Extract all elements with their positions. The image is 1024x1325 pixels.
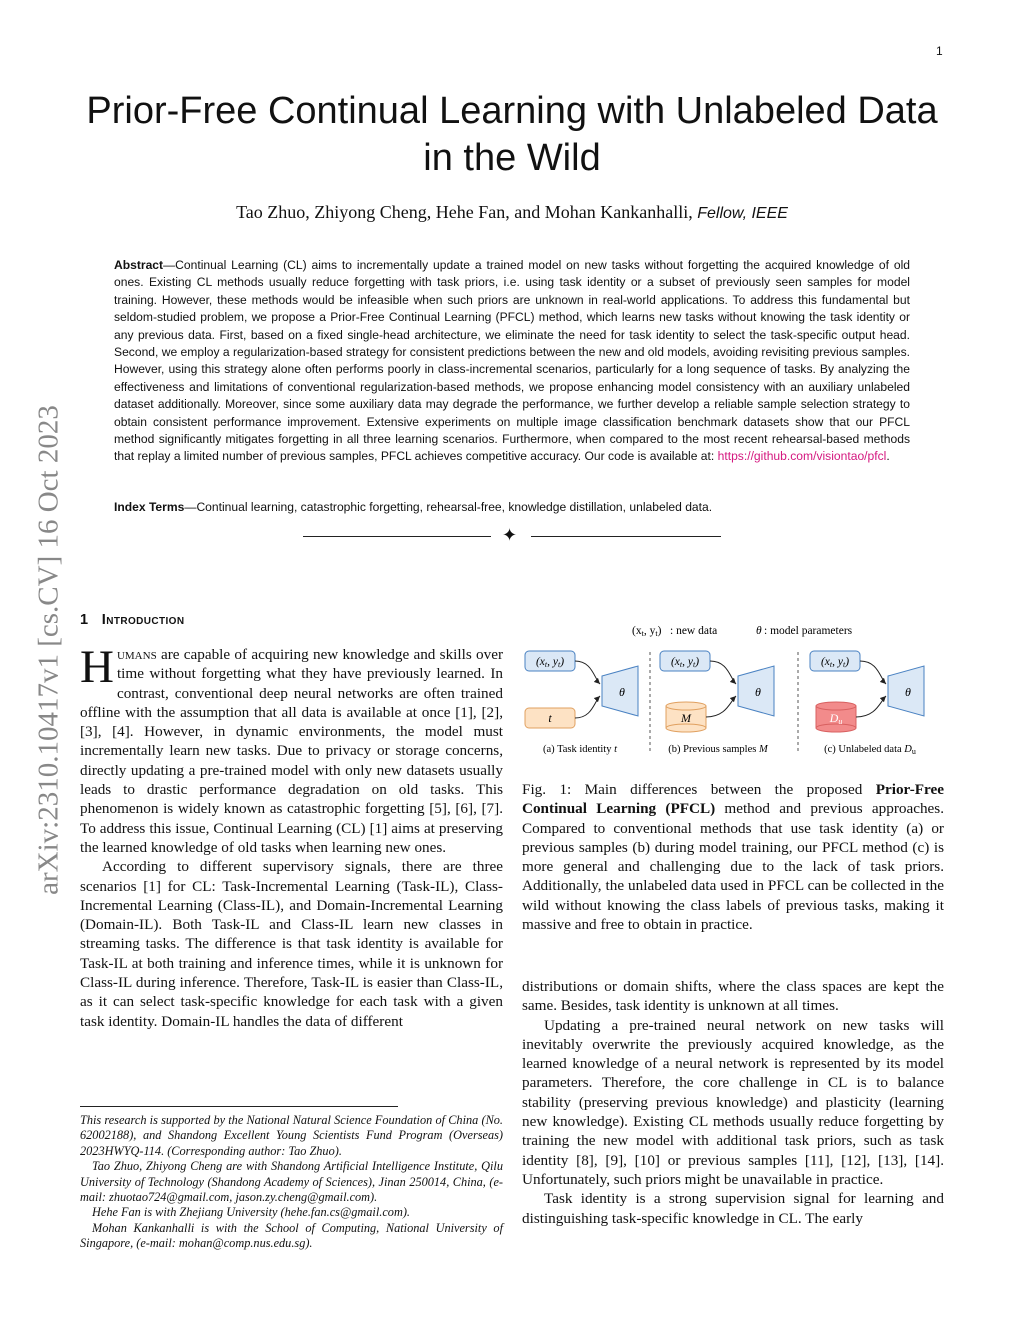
caption-c: (c) Unlabeled data Du bbox=[824, 744, 916, 756]
arxiv-stamp bbox=[24, 350, 74, 950]
arxiv-id: arXiv:2310.10417v1 [cs.CV] 16 Oct 2023 bbox=[32, 405, 65, 895]
index-terms-label: Index Terms bbox=[114, 500, 185, 514]
diamond-icon: ✦ bbox=[502, 525, 518, 546]
task-id-label: t bbox=[548, 711, 552, 725]
drop-cap: H bbox=[80, 641, 114, 693]
page-number: 1 bbox=[936, 44, 943, 58]
footnotes bbox=[80, 1113, 503, 1252]
separator-left bbox=[303, 536, 491, 537]
separator-right bbox=[531, 536, 721, 537]
arrow-a2 bbox=[575, 696, 600, 718]
memory-cylinder-top bbox=[666, 702, 706, 710]
legend-xy: (xt, yt) bbox=[632, 625, 662, 638]
abstract-label: Abstract bbox=[114, 258, 164, 272]
panel-c bbox=[810, 651, 924, 756]
figure-1 bbox=[520, 618, 950, 768]
right-column bbox=[522, 977, 944, 1228]
index-terms-text: —Continual learning, catastrophic forgetting, rehearsal-free, knowledge distillation, unlabeled data. bbox=[184, 500, 713, 514]
caption-bold: Prior-Free Continual Learning (PFCL) bbox=[522, 781, 944, 818]
abstract bbox=[114, 257, 910, 466]
legend-model-parameters: : model parameters bbox=[764, 625, 853, 637]
intro-paragraph-1 bbox=[80, 641, 503, 857]
arrow-a1 bbox=[575, 661, 600, 684]
xy-label-a: (xt, yt) bbox=[535, 656, 565, 669]
intro-text-1: are capable of acquiring new knowledge and skills over time without forgetting what they have previously learned. In contrast, conventional deep neural networks are often trained offline with the assumption that all data is available at once [1], [2], [3], [4]. However, in dynamic environments, the model must incrementally learn new tasks. Due to privacy or storage concerns, directly updating a pre-trained model with only new datasets usually leads to drastic performance degradation on old tasks. This phenomenon is widely known as catastrophic forgetting [5], [6], [7]. To address this issue, Continual Learning (CL) [1] aims at preserving the learned knowledge of old tasks when learning new ones. bbox=[80, 646, 503, 856]
legend-theta: θ bbox=[756, 625, 762, 637]
legend-new-data: : new data bbox=[670, 625, 718, 637]
section-title: Introduction bbox=[101, 612, 185, 628]
footnote-affiliation-2: Hehe Fan is with Zhejiang University (hehe.fan.cs@gmail.com). bbox=[92, 1205, 410, 1220]
footnote-affiliation-3: Mohan Kankanhalli is with the School of Computing, National University of Singapore, (e-mail: mohan@comp.nus.edu.sg). bbox=[80, 1220, 503, 1251]
author-line bbox=[80, 202, 944, 223]
footnote-rule bbox=[80, 1106, 398, 1107]
unlabeled-label: Du bbox=[829, 711, 843, 726]
caption-a: (a) Task identity t bbox=[542, 744, 618, 755]
panel-b bbox=[660, 651, 774, 755]
arrow-c2 bbox=[856, 696, 886, 717]
theta-a: θ bbox=[619, 685, 625, 699]
theta-b: θ bbox=[755, 685, 761, 699]
xy-label-c: (xt, yt) bbox=[820, 656, 850, 669]
section-number: 1 bbox=[80, 612, 89, 628]
footnote-affiliation-1: Tao Zhuo, Zhiyong Cheng are with Shandong Artificial Intelligence Institute, Qilu University of Technology (Shandong Academy of Sciences), Jinan 250014, China, (e-mail: zhuotao724@gmail.com, jason.zy.cheng@gmail.com). bbox=[80, 1159, 503, 1205]
panel-a bbox=[525, 651, 638, 755]
abstract-end: . bbox=[886, 449, 890, 464]
unlabeled-cylinder-top bbox=[816, 702, 856, 710]
paper-title: Prior-Free Continual Learning with Unlabeled Data in the Wild bbox=[86, 90, 938, 179]
left-column bbox=[80, 641, 503, 1031]
caption-b: (b) Previous samples M bbox=[668, 744, 768, 755]
footnote-funding: This research is supported by the National Natural Science Foundation of China (No. 62002188), and Shandong Excellent Young Scientists Fund Program (Overseas) 2023HWYQ-114. (Corresponding author: Tao Zhuo). bbox=[80, 1113, 503, 1158]
section-heading bbox=[80, 612, 184, 628]
xy-label-b: (xt, yt) bbox=[670, 656, 700, 669]
intro-lead: umans bbox=[116, 646, 157, 663]
index-terms bbox=[114, 500, 910, 514]
theta-c: θ bbox=[905, 685, 911, 699]
right-paragraph-1: distributions or domain shifts, where the class spaces are kept the same. Besides, task identity is unknown at all times. bbox=[522, 978, 944, 1015]
right-paragraph-3: Task identity is a strong supervision signal for learning and distinguishing task-specific knowledge in CL. The early bbox=[522, 1190, 944, 1227]
memory-cylinder-bottom bbox=[666, 724, 706, 732]
abstract-text: —Continual Learning (CL) aims to incrementally update a trained model on new tasks without forgetting the acquired knowledge of old ones. Existing CL methods usually reduce forgetting with task priors, i.e. using task identity or a subset of previously seen samples for model training. However, these methods would be infeasible when such priors are unknown in real-world applications. To address this fundamental but seldom-studied problem, we propose a Prior-Free Continual Learning (PFCL) method, which learns new tasks without knowing the task identity or any previous data. First, based on a fixed single-head architecture, we eliminate the need for task identity to select the task-specific output head. Second, we employ a regularization-based strategy for consistent predictions between the new and old models, avoiding revisiting previous samples. However, using this strategy alone often performs poorly in class-incremental scenarios, particularly for a long sequence of tasks. By analyzing the effectiveness and limitations of conventional regularization-based methods, we propose enhancing model consistency with an auxiliary unlabeled dataset additionally. Moreover, since some auxiliary data may degrade the performance, we further develop a reliable sample selection strategy to obtain consistent performance improvement. Extensive experiments on multiple image classification benchmark datasets show that our PFCL method significantly mitigates forgetting in all three learning scenarios. Furthermore, when compared to the most recent rehearsal-based methods that replay a limited number of previous samples, PFCL achieves competitive accuracy. Our code is available at: bbox=[114, 258, 910, 464]
authors: Tao Zhuo, Zhiyong Cheng, Hehe Fan, and Mohan Kankanhalli, bbox=[236, 202, 693, 222]
memory-label: M bbox=[681, 711, 691, 725]
arrow-b2 bbox=[706, 696, 736, 717]
author-fellow: Fellow, IEEE bbox=[697, 205, 788, 222]
caption-prefix: Fig. 1: Main differences between the proposed bbox=[522, 781, 876, 798]
arrow-b1 bbox=[710, 661, 736, 684]
unlabeled-cylinder-bottom bbox=[816, 724, 856, 732]
intro-paragraph-2: According to different supervisory signals, there are three scenarios [1] for CL: Task-Incremental Learning (Task-IL), Class-Incremental Learning (Class-IL), and Domain-Incremental Learning (Domain-IL). Both Task-IL and Class-IL learn new classes in streaming tasks. The difference is that task identity is available for Task-IL at both training and inference times, while it is unknown for Class-IL during inference. Therefore, Task-IL is easier than Class-IL, as it can select task-specific knowledge for each task with a given task identity. Domain-IL handles the data of different bbox=[80, 858, 503, 1030]
right-paragraph-2: Updating a pre-trained neural network on new tasks will inevitably overwrite the previously acquired knowledge, as the learned knowledge of a neural network is represented by its model parameters. Therefore, the core challenge in CL is to balance stability (preserving previous knowledge) and plasticity (learning new knowledge). Existing CL methods usually reduce forgetting by training the new model with additional task priors, such as task identity [8], [9], [10] or previous samples [11], [12], [13], [14]. Unfortunately, such priors might be unavailable in practice. bbox=[522, 1016, 944, 1188]
arrow-c1 bbox=[860, 661, 886, 684]
code-link[interactable]: https://github.com/visiontao/pfcl bbox=[717, 449, 887, 464]
caption-text: method and previous approaches. Compared to conventional methods that use task identity (a) or previous samples (b) during model training, our PFCL method (c) is more general and challenging due to the lack of task priors. Additionally, the unlabeled data used in PFCL can be collected in the wild without knowing the class labels of previous tasks, making it massive and free to obtain in practice. bbox=[522, 800, 945, 934]
figure-caption bbox=[522, 780, 944, 934]
